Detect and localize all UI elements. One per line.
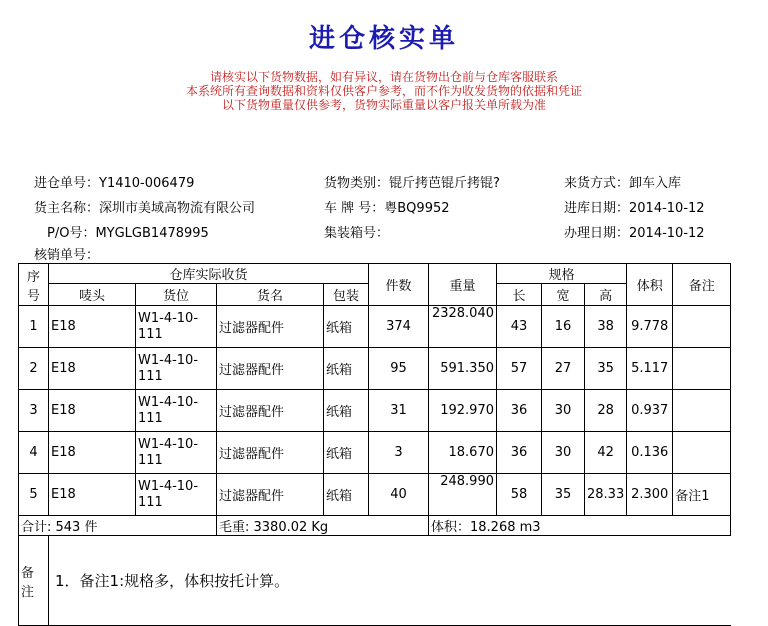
table-row bbox=[19, 474, 731, 516]
cell-height: 38 bbox=[585, 306, 627, 348]
header-spec: 规格 bbox=[497, 264, 627, 284]
plate-value: 粤BQ9952 bbox=[384, 201, 450, 216]
cell-seq: 2 bbox=[19, 348, 49, 390]
cell-volume: 9.778 bbox=[627, 306, 673, 348]
cell-name: 过滤器配件 bbox=[217, 390, 324, 432]
cell-note bbox=[673, 348, 731, 390]
cell-qty: 31 bbox=[369, 390, 429, 432]
arrival-value: 卸车入库 bbox=[629, 176, 682, 191]
cell-location: W1-4-10-111 bbox=[136, 306, 217, 348]
cell-location: W1-4-10-111 bbox=[136, 348, 217, 390]
cell-weight: 2328.040 bbox=[429, 306, 497, 348]
header-warehouse: 仓库实际收货 bbox=[49, 264, 369, 284]
cell-width: 30 bbox=[542, 432, 585, 474]
entry-no-row bbox=[34, 172, 194, 191]
cell-height: 28.33 bbox=[585, 474, 627, 516]
cell-seq: 1 bbox=[19, 306, 49, 348]
cell-weight: 248.990 bbox=[429, 474, 497, 516]
header-note: 备注 bbox=[673, 264, 731, 306]
date-proc-value: 2014-10-12 bbox=[629, 226, 705, 241]
table-row bbox=[19, 390, 731, 432]
container-row bbox=[324, 222, 389, 241]
cell-qty: 3 bbox=[369, 432, 429, 474]
date-in-row bbox=[564, 197, 705, 216]
cell-location: W1-4-10-111 bbox=[136, 432, 217, 474]
cell-seq: 4 bbox=[19, 432, 49, 474]
cell-weight: 591.350 bbox=[429, 348, 497, 390]
header-name: 货名 bbox=[217, 284, 324, 306]
cell-width: 30 bbox=[542, 390, 585, 432]
notice-line: 以下货物重量仅供参考，货物实际重量以客户报关单所载为准 bbox=[221, 98, 546, 112]
date-proc-label: 办理日期： bbox=[564, 226, 630, 241]
cell-seq: 5 bbox=[19, 474, 49, 516]
cell-length: 43 bbox=[497, 306, 542, 348]
cell-mark: E18 bbox=[49, 390, 136, 432]
cell-pack: 纸箱 bbox=[324, 348, 369, 390]
remark-text: 1．备注1:规格多，体积按托计算。 bbox=[49, 536, 731, 626]
cell-note bbox=[673, 306, 731, 348]
cell-note: 备注1 bbox=[673, 474, 731, 516]
owner-value: 深圳市美域高物流有限公司 bbox=[99, 201, 256, 216]
cell-mark: E18 bbox=[49, 306, 136, 348]
po-row bbox=[47, 222, 209, 241]
total-count: 合计: 543 件 bbox=[19, 516, 217, 536]
cell-weight: 192.970 bbox=[429, 390, 497, 432]
cell-pack: 纸箱 bbox=[324, 432, 369, 474]
header-seq: 序号 bbox=[19, 264, 49, 306]
cell-mark: E18 bbox=[49, 432, 136, 474]
owner-label: 货主名称： bbox=[34, 201, 100, 216]
header-width: 宽 bbox=[542, 284, 585, 306]
cell-length: 36 bbox=[497, 390, 542, 432]
cancel-label: 核销单号： bbox=[34, 248, 100, 263]
cell-length: 36 bbox=[497, 432, 542, 474]
arrival-row bbox=[564, 172, 681, 191]
cell-pack: 纸箱 bbox=[324, 306, 369, 348]
cell-name: 过滤器配件 bbox=[217, 474, 324, 516]
cell-qty: 40 bbox=[369, 474, 429, 516]
document-title: 进仓核实单 bbox=[308, 24, 459, 54]
notice-block bbox=[0, 70, 768, 112]
cell-note bbox=[673, 390, 731, 432]
cell-width: 16 bbox=[542, 306, 585, 348]
table-row bbox=[19, 432, 731, 474]
header-qty: 件数 bbox=[369, 264, 429, 306]
header-length: 长 bbox=[497, 284, 542, 306]
remark-row bbox=[19, 536, 731, 626]
entry-no-value: Y1410-006479 bbox=[99, 176, 195, 191]
cell-name: 过滤器配件 bbox=[217, 348, 324, 390]
cell-volume: 5.117 bbox=[627, 348, 673, 390]
cell-height: 28 bbox=[585, 390, 627, 432]
cell-qty: 374 bbox=[369, 306, 429, 348]
cell-volume: 0.136 bbox=[627, 432, 673, 474]
cell-length: 57 bbox=[497, 348, 542, 390]
container-label: 集装箱号： bbox=[324, 226, 390, 241]
cell-height: 35 bbox=[585, 348, 627, 390]
date-in-value: 2014-10-12 bbox=[629, 201, 705, 216]
po-label: P/O号： bbox=[47, 226, 96, 241]
gross-weight: 毛重: 3380.02 Kg bbox=[217, 516, 429, 536]
entry-no-label: 进仓单号： bbox=[34, 176, 100, 191]
totals-row bbox=[19, 516, 731, 536]
date-proc-row bbox=[564, 222, 705, 241]
cell-pack: 纸箱 bbox=[324, 390, 369, 432]
cell-length: 58 bbox=[497, 474, 542, 516]
category-row bbox=[324, 172, 500, 191]
arrival-label: 来货方式： bbox=[564, 176, 630, 191]
owner-row bbox=[34, 197, 255, 216]
header-weight: 重量 bbox=[429, 264, 497, 306]
table-row bbox=[19, 348, 731, 390]
cell-pack: 纸箱 bbox=[324, 474, 369, 516]
cell-mark: E18 bbox=[49, 348, 136, 390]
header-height: 高 bbox=[585, 284, 627, 306]
cell-name: 过滤器配件 bbox=[217, 306, 324, 348]
notice-line: 请核实以下货物数据，如有异议，请在货物出仓前与仓库客服联系 bbox=[209, 70, 558, 84]
total-volume: 体积：18.268 m3 bbox=[429, 516, 731, 536]
header-location: 货位 bbox=[136, 284, 217, 306]
cell-volume: 0.937 bbox=[627, 390, 673, 432]
category-value: 锟斤拷芭锟斤拷锟? bbox=[389, 176, 500, 191]
notice-line: 本系统所有查询数据和资料仅供客户参考，而不作为收发货物的依据和凭证 bbox=[185, 84, 582, 98]
date-in-label: 进库日期： bbox=[564, 201, 630, 216]
header-pack: 包装 bbox=[324, 284, 369, 306]
cell-volume: 2.300 bbox=[627, 474, 673, 516]
header-mark: 唛头 bbox=[49, 284, 136, 306]
plate-label: 车 牌 号： bbox=[324, 201, 385, 216]
goods-table bbox=[18, 263, 731, 626]
cell-location: W1-4-10-111 bbox=[136, 390, 217, 432]
table-row bbox=[19, 306, 731, 348]
cell-location: W1-4-10-111 bbox=[136, 474, 217, 516]
remark-label: 备注 bbox=[19, 536, 49, 626]
cell-seq: 3 bbox=[19, 390, 49, 432]
cell-weight: 18.670 bbox=[429, 432, 497, 474]
cell-mark: E18 bbox=[49, 474, 136, 516]
cancel-row bbox=[34, 244, 99, 263]
cell-height: 42 bbox=[585, 432, 627, 474]
cell-qty: 95 bbox=[369, 348, 429, 390]
po-value: MYGLGB1478995 bbox=[95, 226, 209, 241]
cell-name: 过滤器配件 bbox=[217, 432, 324, 474]
category-label: 货物类别： bbox=[324, 176, 390, 191]
plate-row bbox=[324, 197, 450, 216]
cell-width: 35 bbox=[542, 474, 585, 516]
header-volume: 体积 bbox=[627, 264, 673, 306]
cell-width: 27 bbox=[542, 348, 585, 390]
cell-note bbox=[673, 432, 731, 474]
